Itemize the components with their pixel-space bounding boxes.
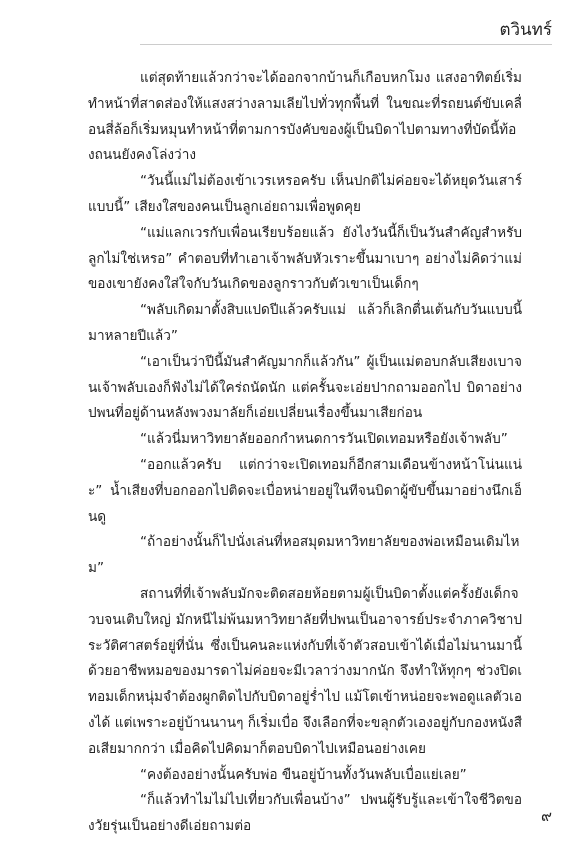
running-header: ตวินทร์ <box>499 20 552 40</box>
page-number: ๙ <box>541 807 552 825</box>
body-text <box>88 66 522 840</box>
paragraph: แต่สุดท้ายแล้วกว่าจะได้ออกจากบ้านก็เกือบหกโมง แสงอาทิตย์เริ่มทำหน้าที่สาดส่องให้แสงสว่างลามเลียไปทั่วทุกพื้นที่ ในขณะที่รถยนต์ขับเคลื่อนสี่ล้อก็เริ่มหมุนทำหน้าที่ตามการบังคับของผู้เป็นบิดาไปตามทางที่บัดนี้ท้องถนนยังคงโล่งว่าง <box>88 70 522 164</box>
paragraph: “วันนี้แม่ไม่ต้องเข้าเวรเหรอครับ เห็นปกติไม่ค่อยจะได้หยุดวันเสาร์แบบนี้” เสียงใสของคนเป็นลูกเอ่ยถามเพื่อพูดคุย <box>88 173 522 215</box>
paragraph: “เอาเป็นว่าปีนี้มันสำคัญมากก็แล้วกัน” ผู้เป็นแม่ตอบกลับเสียงเบาจนเจ้าพลับเองก็ฟังไม่ได้ใคร่ถนัดนัก แต่ครั้นจะเอ่ยปากถามออกไป บิดาอย่างปพนที่อยู่ด้านหลังพวงมาลัยก็เอ่ยเปลี่ยนเรื่องขึ้นมาเสียก่อน <box>88 353 522 422</box>
paragraph: สถานที่ที่เจ้าพลับมักจะติดสอยห้อยตามผู้เป็นบิดาตั้งแต่ครั้งยังเด็กจวบจนเติบใหญ่ มักหนีไม่พ้นมหาวิทยาลัยที่ปพนเป็นอาจารย์ประจำภาควิชาประวัติศาสตร์อยู่ที่นั่น ซึ่งเป็นคนละแห่งกับที่เจ้าตัวสอบเข้าได้เมื่อไม่นานมานี้ ด้วยอาชีพหมอของมารดาไม่ค่อยจะมีเวลาว่างมากนัก จึงทำให้ทุกๆ ช่วงปิดเทอมเด็กหนุ่มจำต้องผูกติดไปกับบิดาอยู่ร่ำไป แม้โตเข้าหน่อยจะพอดูแลตัวเองได้ แต่เพราะอยู่บ้านนานๆ ก็เริ่มเบื่อ จึงเลือกที่จะขลุกตัวเองอยู่กับกองหนังสือเสียมากกว่า เมื่อคิดไปคิดมาก็ตอบบิดาไปเหมือนอย่างเคย <box>88 585 522 757</box>
paragraph: “คงต้องอย่างนั้นครับพ่อ ขืนอยู่บ้านทั้งวันพลับเบื่อแย่เลย” <box>140 766 467 783</box>
header-rule <box>140 44 552 45</box>
paragraph: “แล้วนี่มหาวิทยาลัยออกกำหนดการวันเปิดเทอมหรือยังเจ้าพลับ” <box>140 431 508 448</box>
paragraph: “ถ้าอย่างนั้นก็ไปนั่งเล่นที่หอสมุดมหาวิทยาลัยของพ่อเหมือนเดิมไหม” <box>88 534 520 577</box>
paragraph: “ก็แล้วทำไมไม่ไปเที่ยวกับเพื่อนบ้าง” ปพนผู้รับรู้และเข้าใจชีวิตของวัยรุ่นเป็นอย่างดีเอ่ยถามต่อ <box>88 792 522 835</box>
paragraph: “ออกแล้วครับ แต่กว่าจะเปิดเทอมก็อีกสามเดือนข้างหน้าโน่นแน่ะ” น้ำเสียงที่บอกออกไปติดจะเบื่อหน่ายอยู่ในทีจนบิดาผู้ขับขึ้นมาอย่างนึกเอ็นดู <box>88 456 522 525</box>
paragraph: “แม่แลกเวรกับเพื่อนเรียบร้อยแล้ว ยังไงวันนี้ก็เป็นวันสำคัญสำหรับลูกไม่ใช่เหรอ” คำตอบที่ทำเอาเจ้าพลับหัวเราะขึ้นมาเบาๆ อย่างไม่คิดว่าแม่ของเขายังคงใส่ใจกับวันเกิดของลูกราวกับตัวเขาเป็นเด็กๆ <box>88 224 522 293</box>
paragraph: “พลับเกิดมาตั้งสิบแปดปีแล้วครับแม่ แล้วก็เลิกตื่นเต้นกับวันแบบนี้มาหลายปีแล้ว” <box>88 302 522 344</box>
